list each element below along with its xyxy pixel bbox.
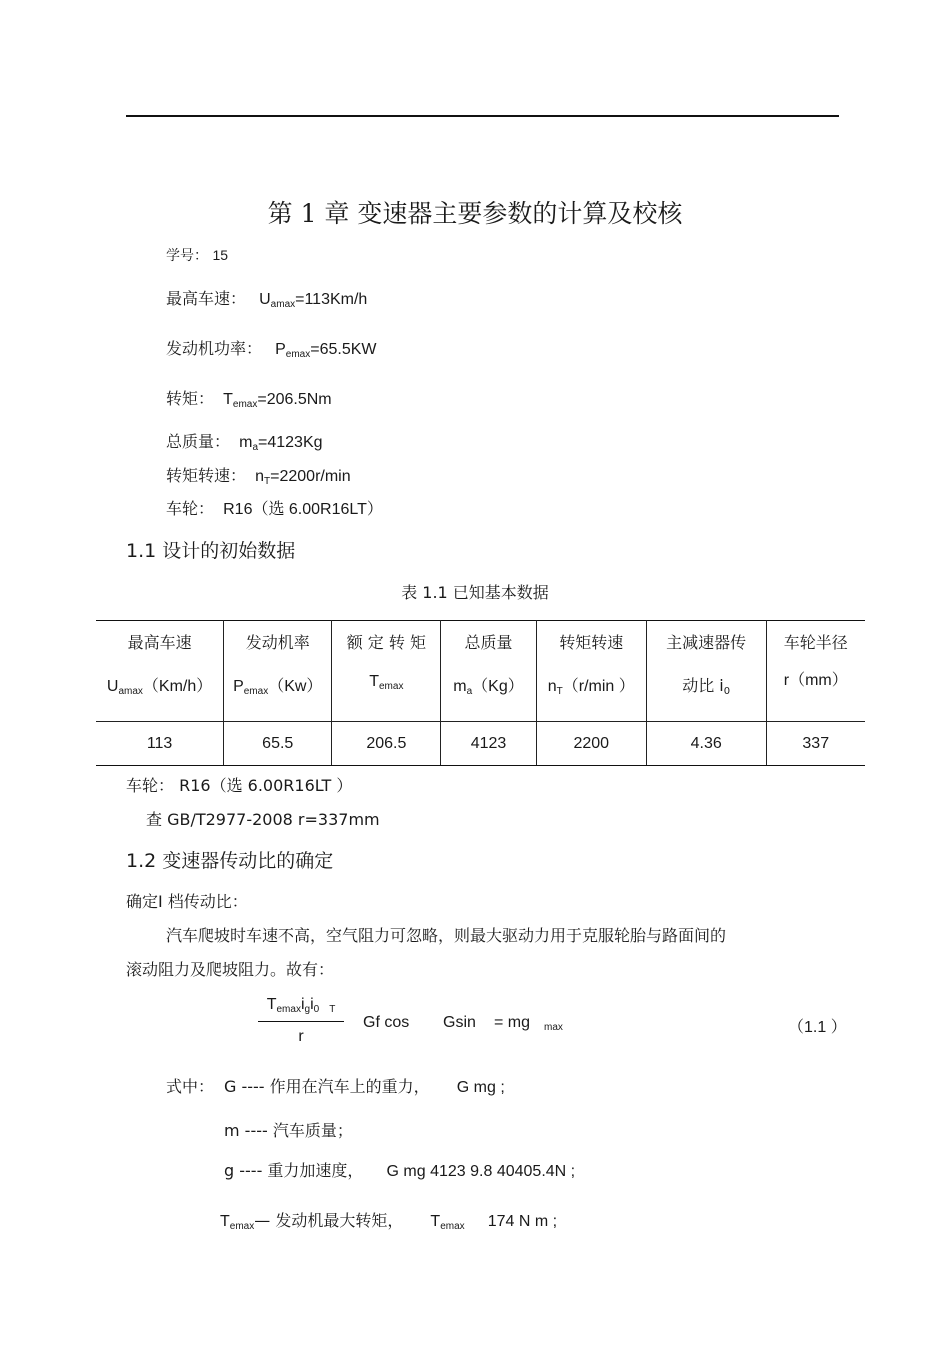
where-g-line: G ---- 作用在汽车上的重力， G mg ; <box>224 1077 505 1096</box>
rpm-sym: n <box>255 468 265 485</box>
student-no-value: 15 <box>212 247 229 263</box>
header-rule <box>126 115 839 117</box>
power-line <box>166 336 377 360</box>
table-cell: 113 <box>96 722 224 766</box>
torque-sym: T <box>223 391 233 408</box>
standard-note: 查 GB/T2977-2008 r=337mm <box>146 810 380 829</box>
max-speed-line <box>166 286 367 310</box>
torque-line <box>166 386 332 410</box>
determine-line: 确定Ⅰ 档传动比： <box>126 892 248 911</box>
mass-line <box>166 429 323 453</box>
max-speed-value: =113Km/h <box>295 291 368 308</box>
header-cell: 主减速器传 动比 $i_0$ <box>646 621 766 722</box>
chapter-title: 第 1 章 变速器主要参数的计算及校核 <box>267 199 683 228</box>
power-sym: P <box>275 341 286 358</box>
paragraph-line-1: 汽车爬坡时车速不高，空气阻力可忽略，则最大驱动力用于克服轮胎与路面间的 <box>166 926 727 945</box>
wheel-note: 车轮： R16（选 6.00R16LT ） <box>126 776 353 795</box>
mass-sub: a <box>252 442 258 453</box>
formula-rhs-2: Gsin <box>443 1014 476 1031</box>
table-cell: 4123 <box>441 722 536 766</box>
table-cell: 4.36 <box>646 722 766 766</box>
header-cell: 最高车速 $U_{amax}(Km/h)$ <box>96 621 224 722</box>
header-cell: 转矩转速 $n_T(r/\min$ ） <box>536 621 646 722</box>
power-label: 发动机功率： <box>166 339 263 358</box>
torque-value: =206.5Nm <box>257 391 332 408</box>
wheel-line <box>166 496 383 519</box>
rpm-sub: T <box>264 476 271 487</box>
formula-rhs-1: Gf cos <box>363 1014 410 1031</box>
mass-label: 总质量： <box>166 432 231 451</box>
torque-label: 转矩： <box>166 389 215 408</box>
header-cell: 总质量 $m_a(Kg)$ <box>441 621 536 722</box>
header-cell: 车轮半径 r（mm） <box>766 621 865 722</box>
table-cell: 337 <box>766 722 865 766</box>
student-no-label: 学号： <box>166 248 208 264</box>
max-speed-label: 最高车速： <box>166 289 247 308</box>
student-no-line <box>166 245 228 265</box>
where-gacc-line: g ---- 重力加速度， G mg 4123 9.8 40405.4N ; <box>224 1161 576 1180</box>
rpm-line <box>166 463 351 487</box>
formula-rhs-3: = mg $_{max}$ <box>494 1014 563 1033</box>
rpm-value: =2200r/min <box>270 468 351 485</box>
formula-numerator: $T_{emax}i_gi_0$ $_T$ <box>266 996 336 1015</box>
header-cell: 额 定 转 矩 $T_{emax}$ <box>332 621 441 722</box>
where-label: 式中： <box>166 1077 215 1096</box>
mass-sym: m <box>239 434 253 451</box>
table-cell: 2200 <box>536 722 646 766</box>
table-header-row <box>96 621 865 722</box>
wheel-label: 车轮： <box>166 499 215 518</box>
basic-data-table <box>96 620 865 766</box>
table-cell: 65.5 <box>224 722 332 766</box>
max-speed-sym: U <box>259 291 271 308</box>
torque-sub: emax <box>232 399 258 410</box>
max-speed-sub: amax <box>270 299 296 310</box>
power-sub: emax <box>285 349 311 360</box>
header-cell: 发动机率 $P_{emax}(Kw)$ <box>224 621 332 722</box>
power-value: =65.5KW <box>310 341 377 358</box>
fraction-bar <box>258 1021 344 1022</box>
table-cell: 206.5 <box>332 722 441 766</box>
mass-value: =4123Kg <box>258 434 323 451</box>
table-row <box>96 722 865 766</box>
formula-number: （1.1 ） <box>788 1019 847 1036</box>
formula-fraction <box>258 996 344 1046</box>
section-1-1-heading: 1.1 设计的初始数据 <box>126 540 296 562</box>
section-1-2-heading: 1.2 变速器传动比的确定 <box>126 850 334 872</box>
where-t-line: $T_{emax}—$ 发动机最大转矩， $T_{emax}$ 174 N m ; <box>220 1211 558 1232</box>
paragraph-line-2: 滚动阻力及爬坡阻力。故有： <box>126 960 335 979</box>
wheel-value: R16（选 6.00R16LT） <box>223 501 383 518</box>
rpm-label: 转矩转速： <box>166 466 247 485</box>
table-caption: 表 1.1 已知基本数据 <box>401 583 549 602</box>
where-m-line: m ---- 汽车质量； <box>224 1121 353 1140</box>
formula-denominator: r <box>298 1028 304 1045</box>
